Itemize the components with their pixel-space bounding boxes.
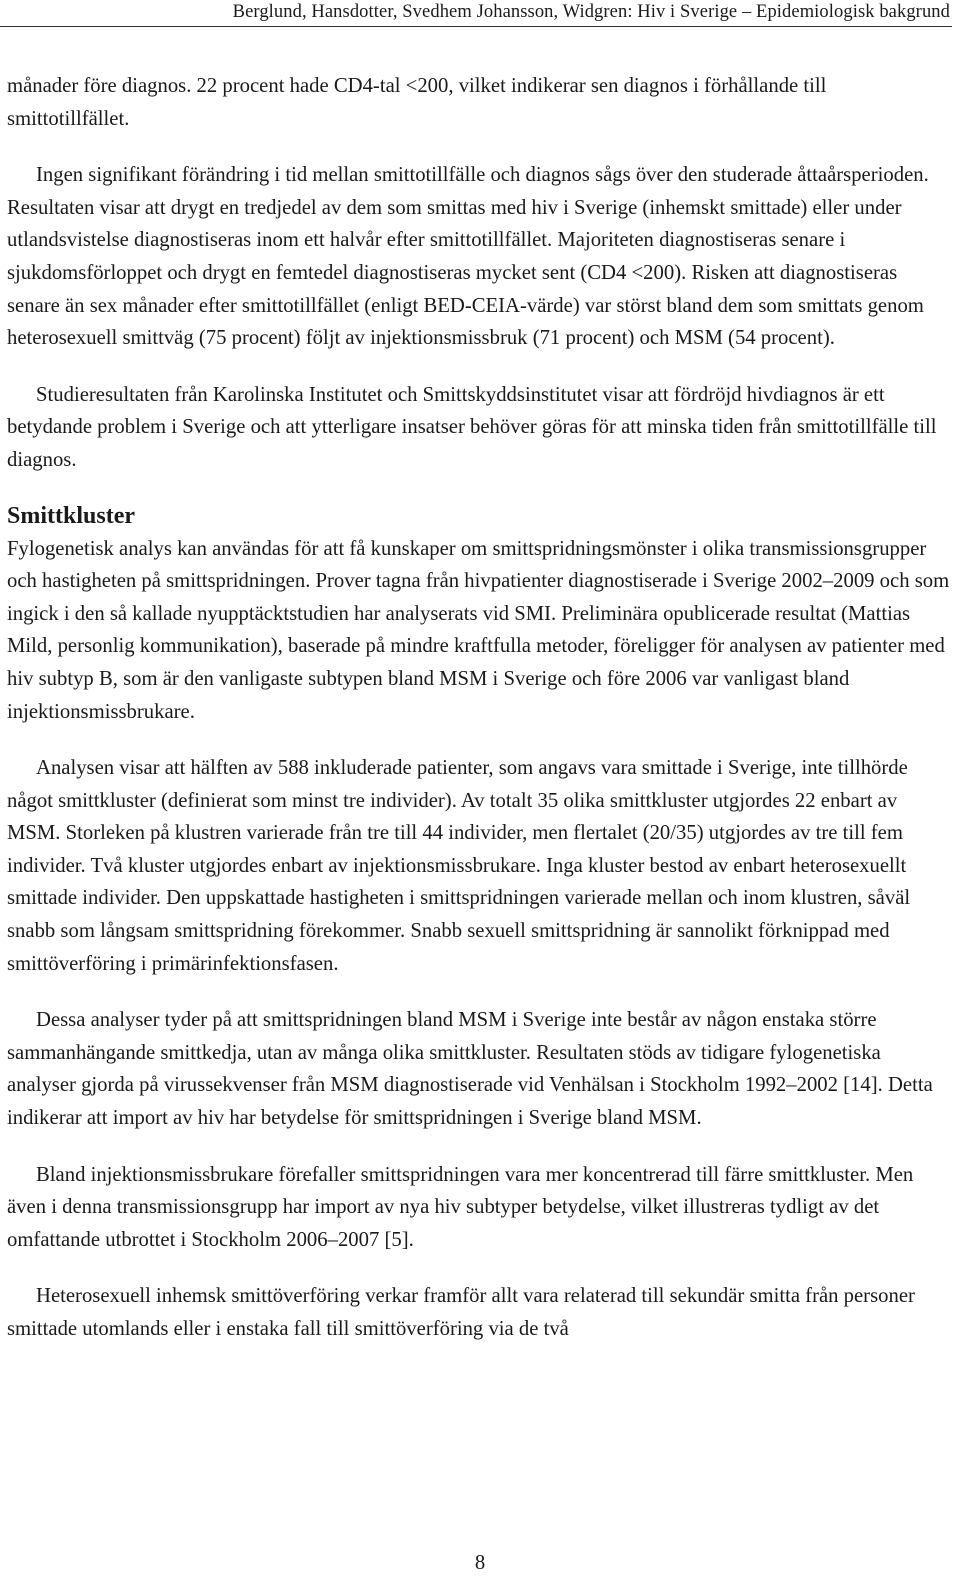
paragraph-msm-clusters: Dessa analyser tyder på att smittspridningen bland MSM i Sverige inte består av någon enstaka större sammanhängande smittkedja, utan av många olika smittkluster. Resultaten stöds av tidigare fylogenetiska analyser gjorda på virussekvenser från MSM diagnostiserade vid Venhälsan i Stockholm 1992–2002 [14]. Detta indikerar att import av hiv har betydelse för smittspridningen i Sverige bland MSM.	[7, 1009, 933, 1130]
paragraph-diagnosis-timing: Ingen signifikant förändring i tid mellan smittotillfälle och diagnos sågs över den studerade åttaårsperioden. Resultaten visar att drygt en tredjedel av dem som smittas med hiv i Sverige (inhemskt smittade) eller under utlandsvistelse diagnostiseras inom ett halvår efter smittotillfället. Majoriteten diagnostiseras senare i sjukdomsförloppet och drygt en femtedel diagnostiseras mycket sent (CD4 <200). Risken att diagnostiseras senare än sex månader efter smittotillfället (enligt BED-CEIA-värde) var störst bland dem som smittats genom heterosexuell smittväg (75 procent) följt av injektionsmissbruk (71 procent) och MSM (54 procent).	[7, 164, 929, 350]
page-number: 8	[474, 1552, 486, 1574]
paragraph-heterosexual: Heterosexuell inhemsk smittöverföring verkar framför allt vara relaterad till sekundär smitta från personer smittade utomlands eller i enstaka fall till smittöverföring via de två	[7, 1285, 915, 1340]
paragraph-cluster-analysis: Analysen visar att hälften av 588 inkluderade patienter, som angavs vara smittade i Sverige, inte tillhörde något smittkluster (definierat som minst tre individer). Av totalt 35 olika smittkluster utgjordes 22 enbart av MSM. Storleken på klustren varierade från tre till 44 individer, men flertalet (20/35) utgjordes av tre till fem individer. Två kluster utgjordes enbart av injektionsmissbrukare. Inga kluster bestod av enbart heterosexuellt smittade individer. Den uppskattade hastigheten i smittspridningen varierade mellan och inom klustren, såväl snabb som långsam smittspridning förekommer. Snabb sexuell smittspridning är sannolikt förknippad med smittöverföring i primärinfektionsfasen.	[7, 757, 911, 975]
section-heading: Smittkluster	[7, 502, 135, 529]
body-text	[7, 70, 950, 1346]
paragraph-phylogenetic-analysis: Fylogenetisk analys kan användas för att få kunskaper om smittspridningsmönster i olika transmissionsgrupper och hastigheten på smittspridningen. Prover tagna från hivpatienter diagnostiserade i Sverige 2002–2009 och som ingick i den så kallade nyupptäcktstudien har analyserats vid SMI. Preliminära opublicerade resultat (Mattias Mild, personlig kommunikation), baserade på mindre kraftfulla metoder, föreligger för analysen av patienter med hiv subtyp B, som är den vanligaste subtypen bland MSM i Sverige och före 2006 var vanligast bland injektionsmissbrukare.	[7, 537, 950, 723]
paragraph-continuation: månader före diagnos. 22 procent hade CD4-tal <200, vilket indikerar sen diagnos i förhållande till smittotillfället.	[7, 75, 827, 130]
paragraph-study-results: Studieresultaten från Karolinska Institutet och Smittskyddsinstitutet visar att fördröjd hivdiagnos är ett betydande problem i Sverige och att ytterligare insatser behöver göras för att minska tiden från smittotillfälle till diagnos.	[7, 383, 937, 471]
header-rule	[0, 26, 952, 27]
running-header: Berglund, Hansdotter, Svedhem Johansson, Widgren: Hiv i Sverige – Epidemiologisk bakgrund	[232, 2, 950, 22]
paragraph-injection-users: Bland injektionsmissbrukare förefaller smittspridningen vara mer koncentrerad till färre smittkluster. Men även i denna transmissionsgrupp har import av nya hiv subtyper betydelse, vilket illustreras tydligt av det omfattande utbrottet i Stockholm 2006–2007 [5].	[7, 1163, 914, 1251]
